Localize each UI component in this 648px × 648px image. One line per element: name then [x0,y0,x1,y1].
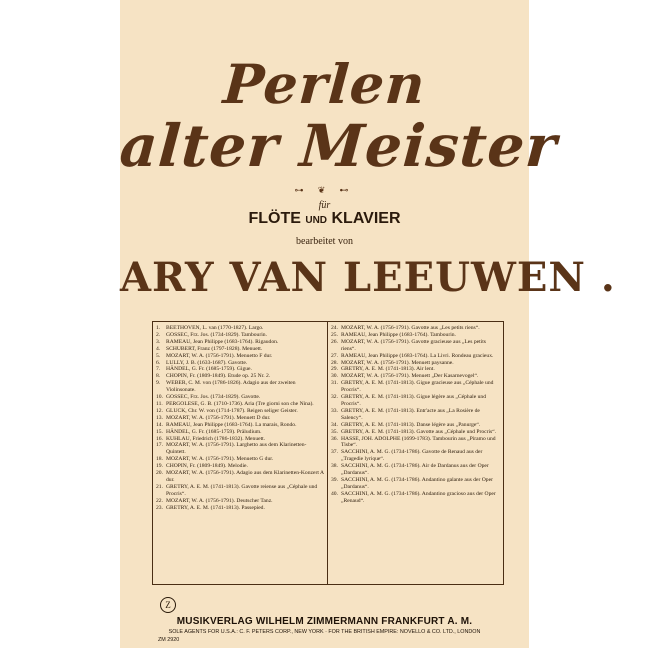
entry-number: 36. [331,435,338,442]
entry-title: SACCHINI, A. M. G. (1734-1786). Gavotte de Renaud aus der „Tragedie lyrique“. [341,449,483,463]
entry-number: 34. [331,421,338,428]
entry-number: 32. [331,394,338,401]
title-perlen: Perlen [221,52,428,116]
entry-title: MOZART, W. A. (1756-1791). Menuett paysanne. [341,359,454,366]
contents-entry [156,429,324,436]
entry-title: GOSSEC, Frz. Jos. (1734-1829). Gavotte. [166,394,261,401]
entry-title: GRETRY, A. E. M. (1741-1813). Gigue gracieuse aus „Céphale und Procris“. [341,380,494,394]
contents-entry [156,442,324,456]
entry-number: 28. [331,359,338,366]
entry-title: MOZART, W. A. (1756-1791). Gavotte aus „Les petits riens“. [341,325,480,331]
entry-title: HÄNDEL, G. Fr. (1685-1759). Präludium. [166,428,262,435]
contents-entry [331,332,500,339]
publisher-logo [160,597,176,613]
contents-entry [156,408,324,415]
entry-number: 21. [156,483,163,490]
entry-title: MOZART, W. A. (1756-1791). Adagio aus dem Klarinetten-Konzert A dur. [166,470,324,483]
entry-number: 19. [156,463,163,470]
contents-entry [331,325,500,332]
contents-entry [156,463,324,470]
entry-title: GRETRY, A. E. M. (1741-1813). Gavotte aus „Céphale und Procris“. [341,428,497,435]
contents-entry [331,339,500,353]
entry-number: 17. [156,442,163,449]
contents-entry [331,429,500,436]
instrument-piano: KLAVIER [331,210,401,227]
entry-number: 8. [156,373,161,380]
contents-entry [156,505,324,512]
entry-number: 26. [331,338,338,345]
score-cover [117,0,616,648]
contents-entry [156,346,324,353]
entry-title: GRETRY, A. E. M. (1741-1813). Gigue légère aus „Céphale und Procris“. [341,394,486,407]
entry-number: 29. [331,366,338,373]
fur-label: für [318,200,331,211]
entry-number: 15. [156,428,163,435]
entry-title: MOZART, W. A. (1756-1791). Menuetto F dur. [166,352,273,359]
entry-title: PERGOLESE, G. B. (1710-1736). Aria (Tre giorni son che Nina). [166,400,314,407]
entry-number: 39. [331,476,338,483]
entry-title: MOZART, W. A. (1756-1791). Menuetto G dur. [166,456,274,463]
entry-title: HASSE, JOH. ADOLPHE (1699-1783). Tambourin aus „Piramo und Tisbe“. [341,435,496,449]
instrument-und: UND [305,215,328,226]
contents-entry [331,422,500,429]
entry-title: SACCHINI, A. M. G. (1734-1786). Andantino galante aus der Oper „Dardanus“. [341,476,493,490]
entry-title: KUHLAU, Friedrich (1786-1832). Menuett. [166,435,266,442]
entry-title: SCHUBERT, Franz (1797-1828). Menuett. [166,345,263,352]
entry-title: GRETRY, A. E. M. (1741-1813). Air lent. [341,366,435,373]
entry-title: LULLY, J. B. (1633-1687). Gavotte. [166,359,248,366]
entry-title: BEETHOVEN, L. van (1770-1827). Largo. [166,325,264,331]
entry-number: 35. [331,428,338,435]
entry-number: 12. [156,407,163,414]
entry-number: 16. [156,435,163,442]
entry-title: CHOPIN, Fr. (1809-1849). Etude op. 25 Nr. 2. [166,373,271,380]
sole-agents-line: SOLE AGENTS FOR U.S.A.: C. F. PETERS CORP., NEW YORK · FOR THE BRITISH EMPIRE: NOVELLO & CO. LTD., LONDON [168,629,481,635]
contents-entry [331,449,500,463]
arranged-by-label: bearbeitet von [296,236,353,247]
contents-entry [156,353,324,360]
entry-number: 6. [156,359,161,366]
contents-entry [156,484,324,498]
contents-entry [331,491,500,505]
entry-number: 30. [331,373,338,380]
entry-title: GLUCK, Chr. W. von (1714-1787). Reigen seliger Geister. [166,407,298,414]
entry-title: MOZART, W. A. (1756-1791). Larghetto aus dem Klarinetten-Quintett. [166,442,307,456]
entry-number: 5. [156,352,161,359]
contents-entry [331,394,500,408]
contents-entry [331,463,500,477]
entry-title: WEBER, C. M. von (1786-1826). Adagio aus der zweiten Violinsonate. [166,380,296,394]
entry-number: 22. [156,497,163,504]
arranger-name: ARY VAN LEEUWEN . [120,254,616,301]
entry-number: 31. [331,380,338,387]
entry-number: 3. [156,338,161,345]
contents-entry [156,394,324,401]
entry-number: 14. [156,421,163,428]
contents-column-left [153,322,328,584]
contents-entry [156,332,324,339]
entry-number: 33. [331,407,338,414]
contents-entry [331,436,500,450]
contents-entry [331,380,500,394]
entry-title: RAMEAU, Jean Philippe (1683-1764). Tambourin. [341,331,456,338]
logo-glyph: Z [165,600,171,610]
entry-title: MOZART, W. A. (1756-1791). Menuett D dur. [166,414,271,421]
entry-title: MOZART, W. A. (1756-1791). Menuett „Der Kasarnevogel“. [341,373,479,380]
entry-number: 13. [156,414,163,421]
contents-column-right [328,322,503,584]
title-alter-meister: alter Meister [117,112,560,180]
entry-title: GRETRY, A. E. M. (1741-1813). Passepied. [166,504,265,511]
contents-entry [156,498,324,505]
entry-title: GRETRY, A. E. M. (1741-1813). Danse légère aus „Panurge“. [341,421,481,428]
entry-number: 2. [156,331,161,338]
contents-table [152,321,504,585]
entry-number: 25. [331,331,338,338]
entry-number: 9. [156,380,161,387]
entry-number: 40. [331,490,338,497]
entry-title: CHOPIN, Fr. (1809-1849). Melodie. [166,463,248,470]
contents-entry [156,401,324,408]
contents-entry [156,380,324,394]
entry-number: 23. [156,504,163,511]
entry-title: GRETRY, A. E. M. (1741-1813). Gavotte reiense aus „Céphale und Procris“. [166,483,318,497]
entry-title: RAMEAU, Jean Philippe (1683-1764). Rigaudon. [166,338,279,345]
entry-title: GOSSEC, Frz. Jos. (1734-1829). Tambourin. [166,331,267,338]
catalog-number: ZM 2920 [158,637,180,643]
contents-entry [156,339,324,346]
entry-title: MOZART, W. A. (1756-1791). Deutscher Tanz. [166,497,273,504]
instrument-flute: FLÖTE [248,210,301,227]
contents-entry [331,408,500,422]
publisher-name: MUSIKVERLAG WILHELM ZIMMERMANN FRANKFURT A. M. [176,616,473,627]
entry-title: RAMEAU, Jean Philippe (1683-1764). La marais, Rondo. [166,421,297,428]
ornament-divider: ⊶ ❦ ⊷ [294,185,355,195]
entry-title: GRETRY, A. E. M. (1741-1813). Entr'acte aus „La Rosière de Salency“. [341,407,480,421]
entry-number: 11. [156,400,163,407]
entry-number: 4. [156,345,161,352]
entry-number: 38. [331,463,338,470]
entry-title: MOZART, W. A. (1756-1791). Gavotte gracieuse aus „Les petits riens“. [341,338,486,352]
entry-title: SACCHINI, A. M. G. (1734-1786). Air de Dardanus aus der Oper „Dardanus“. [341,463,489,477]
entry-title: RAMEAU, Jean Philippe (1683-1764). La Livri. Rondeau gracieux. [341,352,494,359]
entry-title: HÄNDEL, G. Fr. (1685-1759). Gigue. [166,366,252,373]
entry-number: 7. [156,366,161,373]
entry-number: 37. [331,449,338,456]
entry-number: 18. [156,456,163,463]
entry-number: 27. [331,352,338,359]
contents-entry [331,353,500,360]
contents-entry [331,477,500,491]
contents-entry [156,470,324,484]
entry-number: 1. [156,325,161,331]
entry-number: 10. [156,394,163,401]
instrumentation [120,210,529,228]
contents-entry [156,325,324,332]
contents-entry [156,422,324,429]
contents-entry [156,415,324,422]
entry-number: 20. [156,470,163,477]
entry-title: SACCHINI, A. M. G. (1734-1786). Andantino gracioso aus der Oper „Renaud“. [341,490,496,504]
entry-number: 24. [331,325,338,331]
